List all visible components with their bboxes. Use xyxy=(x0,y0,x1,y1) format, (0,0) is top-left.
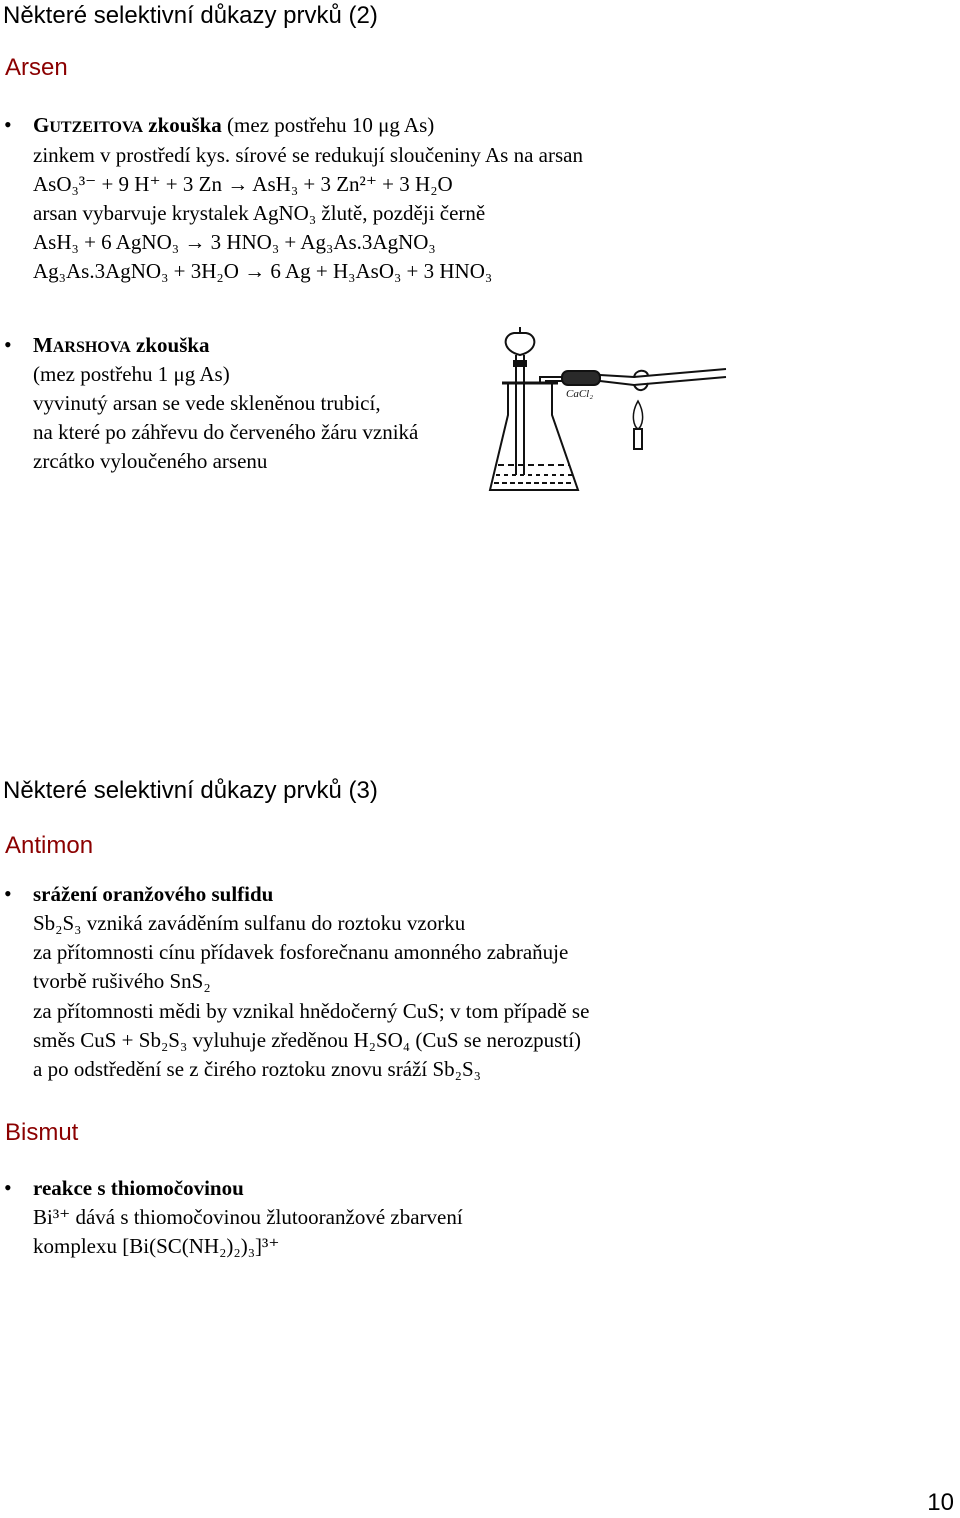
page-title-3: Některé selektivní důkazy prvků (3) xyxy=(3,777,378,804)
marsh-line-5: zrcátko vyloučeného arsenu xyxy=(33,449,268,473)
gutzeit-line-5: AsH₃ + 6 AgNO₃ → 3 HNO₃ + Ag₃As.3AgNO₃ xyxy=(33,230,436,254)
section-bismut: Bismut xyxy=(5,1119,79,1146)
bullet-dot-icon: • xyxy=(4,112,12,137)
marsh-heading xyxy=(33,333,210,360)
gutzeit-name-tail: zkouška xyxy=(143,113,222,137)
cacl2-label: CaCl₂ xyxy=(566,388,594,400)
bullet-dot-icon: • xyxy=(4,881,12,906)
page-title-2: Některé selektivní důkazy prvků (2) xyxy=(3,2,378,29)
gutzeit-heading xyxy=(33,113,434,140)
antimon-line-6: směs CuS + Sb₂S₃ vyluhuje zředěnou H₂SO₄ (CuS se nerozpustí) xyxy=(33,1028,582,1052)
marsh-name-tail: zkouška xyxy=(130,333,210,357)
gutzeit-line-6: Ag₃As.3AgNO₃ + 3H₂O → 6 Ag + H₃AsO₃ + 3 HNO₃ xyxy=(33,259,493,283)
marsh-apparatus-illustration xyxy=(484,325,734,503)
antimon-line-4: tvorbě rušivého SnS₂ xyxy=(33,969,211,993)
antimon-line-5: za přítomnosti mědi by vznikal hnědočerný CuS; v tom případě se xyxy=(33,999,590,1023)
gutzeit-line-4: arsan vybarvuje krystalek AgNO₃ žlutě, později černě xyxy=(33,201,486,225)
marsh-line-2: (mez postřehu 1 μg As) xyxy=(33,362,230,386)
bullet-dot-icon: • xyxy=(4,332,12,357)
gutzeit-name-first: G xyxy=(33,113,50,137)
gutzeit-line-3: AsO₃³⁻ + 9 H⁺ + 3 Zn → AsH₃ + 3 Zn²⁺ + 3 H₂O xyxy=(33,172,453,196)
marsh-name-rest: ARSHOVA xyxy=(52,339,131,356)
bismut-heading: reakce s thiomočovinou xyxy=(33,1176,244,1200)
antimon-line-7: a po odstředění se z čirého roztoku znovu sráží Sb₂S₃ xyxy=(33,1057,481,1081)
bullet-dot-icon: • xyxy=(4,1175,12,1200)
marsh-name-first: M xyxy=(33,333,53,357)
gutzeit-name-rest: UTZEITOVA xyxy=(49,119,144,136)
antimon-line-2: Sb₂S₃ vzniká zaváděním sulfanu do roztoku vzorku xyxy=(33,911,466,935)
gutzeit-line-2: zinkem v prostředí kys. sírové se redukují sloučeniny As na arsan xyxy=(33,143,583,167)
bismut-line-3: komplexu [Bi(SC(NH₂)₂)₃]³⁺ xyxy=(33,1234,280,1258)
antimon-heading: srážení oranžového sulfidu xyxy=(33,882,274,906)
marsh-line-3: vyvinutý arsan se vede skleněnou trubicí, xyxy=(33,391,381,415)
gutzeit-limit: (mez postřehu 10 μg As) xyxy=(221,113,435,137)
antimon-line-3: za přítomnosti cínu přídavek fosforečnanu amonného zabraňuje xyxy=(33,940,569,964)
section-arsen: Arsen xyxy=(5,54,68,81)
bismut-line-2: Bi³⁺ dává s thiomočovinou žlutooranžové zbarvení xyxy=(33,1205,463,1229)
section-antimon: Antimon xyxy=(5,832,94,859)
marsh-line-4: na které po záhřevu do červeného žáru vzniká xyxy=(33,420,419,444)
page-number: 10 xyxy=(927,1489,954,1516)
